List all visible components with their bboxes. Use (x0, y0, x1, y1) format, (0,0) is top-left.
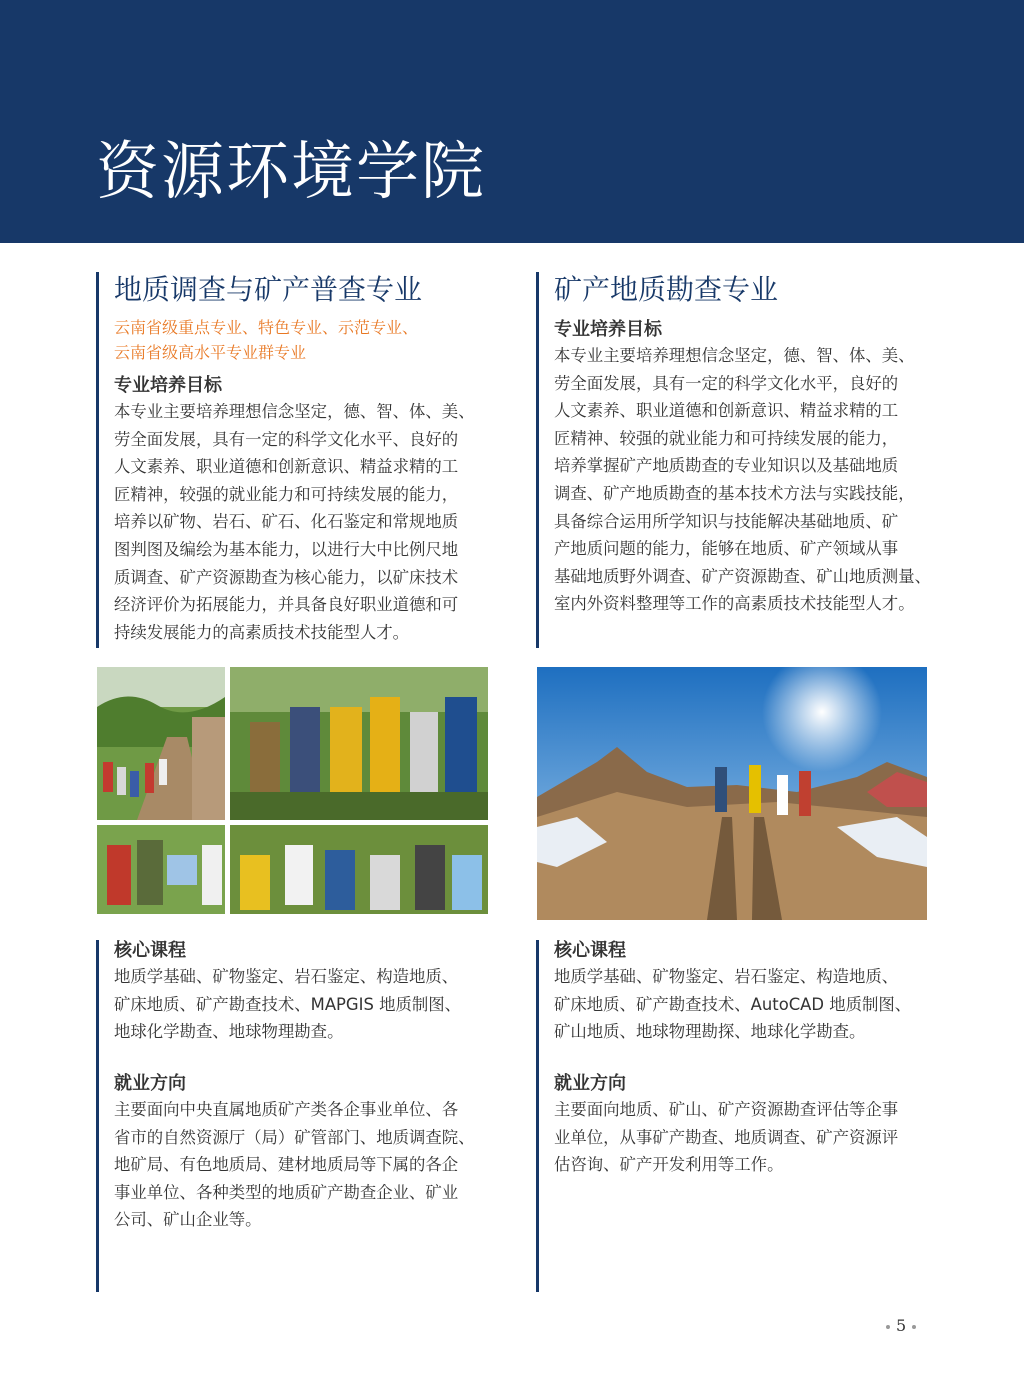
dot-separator (912, 1325, 916, 1329)
text-line: 质调查、矿产资源勘查为核心能力，以矿床技术 (114, 567, 459, 587)
left-section-title: 地质调查与矿产普查专业 (114, 273, 423, 306)
photo-mountain-ridge (537, 667, 927, 920)
right-job-heading: 就业方向 (554, 1073, 626, 1094)
text-line: 地矿局、有色地质局、建材地质局等下属的各企 (114, 1155, 459, 1175)
text-line: 矿山地质、地球物理勘探、地球化学勘查。 (554, 1022, 866, 1042)
text-line: 经济评价为拓展能力，并具备良好职业道德和可 (114, 595, 459, 615)
text-line: 估咨询、矿产开发利用等工作。 (554, 1155, 784, 1175)
text-line: 主要面向中央直属地质矿产类各企事业单位、各 (114, 1100, 459, 1119)
text-line: 匠精神、较强的就业能力和可持续发展的能力， (554, 428, 899, 448)
page-title: 资源环境学院 (96, 135, 486, 208)
right-rule-bottom (536, 940, 539, 1292)
right-rule-top (536, 272, 539, 648)
photo-group-field (230, 667, 488, 820)
left-course-heading: 核心课程 (114, 940, 186, 961)
text-line: 地球化学勘查、地球物理勘查。 (114, 1022, 344, 1042)
text-line: 矿床地质、矿产勘查技术、MAPGIS 地质制图、 (114, 994, 462, 1014)
left-course-text (114, 963, 514, 1046)
right-goal-heading: 专业培养目标 (554, 319, 662, 340)
text-line: 省市的自然资源厅（局）矿管部门、地质调查院、 (114, 1127, 475, 1147)
text-line: 公司、矿山企业等。 (114, 1210, 262, 1230)
text-line: 室内外资料整理等工作的高素质技术技能型人才。 (554, 594, 915, 614)
left-honors-line-2: 云南省级高水平专业群专业 (114, 343, 307, 362)
text-line: 地质学基础、矿物鉴定、岩石鉴定、构造地质、 (554, 967, 899, 986)
right-course-heading: 核心课程 (554, 940, 626, 961)
text-line: 调查、矿产地质勘查的基本技术方法与实践技能， (554, 483, 915, 503)
left-job-heading: 就业方向 (114, 1073, 186, 1094)
text-line: 持续发展能力的高素质技术技能型人才。 (114, 622, 410, 642)
header-banner (0, 0, 1024, 243)
text-line: 基础地质野外调查、矿产资源勘查、矿山地质测量、 (554, 566, 931, 586)
photo-forest-path (97, 667, 225, 820)
text-line: 劳全面发展，具有一定的科学文化水平、良好的 (114, 429, 459, 449)
photo-students-map (97, 825, 225, 914)
dot-separator (886, 1325, 890, 1329)
text-line: 具备综合运用所学知识与技能解决基础地质、矿 (554, 511, 899, 531)
left-rule-top (96, 272, 99, 648)
left-goal-text (114, 398, 514, 646)
text-line: 培养以矿物、岩石、矿石、化石鉴定和常规地质 (114, 512, 459, 532)
text-line: 本专业主要培养理想信念坚定，德、智、体、美、 (114, 402, 475, 421)
text-line: 矿床地质、矿产勘查技术、AutoCAD 地质制图、 (554, 994, 912, 1014)
text-line: 地质学基础、矿物鉴定、岩石鉴定、构造地质、 (114, 967, 459, 986)
text-line: 人文素养、职业道德和创新意识、精益求精的工 (554, 401, 899, 421)
text-line: 本专业主要培养理想信念坚定，德、智、体、美、 (554, 346, 915, 365)
right-goal-text (554, 342, 954, 618)
text-line: 劳全面发展，具有一定的科学文化水平，良好的 (554, 373, 899, 393)
photo-students-sampling (230, 825, 488, 914)
right-section-title: 矿产地质勘查专业 (554, 273, 779, 306)
text-line: 人文素养、职业道德和创新意识、精益求精的工 (114, 457, 459, 477)
text-line: 事业单位、各种类型的地质矿产勘查企业、矿业 (114, 1182, 459, 1202)
text-line: 培养掌握矿产地质勘查的专业知识以及基础地质 (554, 456, 899, 476)
right-job-text (554, 1096, 954, 1179)
text-line: 产地质问题的能力，能够在地质、矿产领域从事 (554, 539, 899, 559)
left-job-text (114, 1096, 514, 1234)
text-line: 匠精神，较强的就业能力和可持续发展的能力， (114, 484, 459, 504)
right-course-text (554, 963, 954, 1046)
text-line: 主要面向地质、矿山、矿产资源勘查评估等企事 (554, 1100, 899, 1119)
page-number (880, 1316, 922, 1335)
left-rule-bottom (96, 940, 99, 1292)
left-goal-heading: 专业培养目标 (114, 375, 222, 396)
page-number-value: 5 (896, 1316, 907, 1335)
text-line: 图判图及编绘为基本能力，以进行大中比例尺地 (114, 539, 459, 559)
left-honors-line-1: 云南省级重点专业、特色专业、示范专业、 (114, 318, 419, 337)
text-line: 业单位，从事矿产勘查、地质调查、矿产资源评 (554, 1127, 899, 1147)
